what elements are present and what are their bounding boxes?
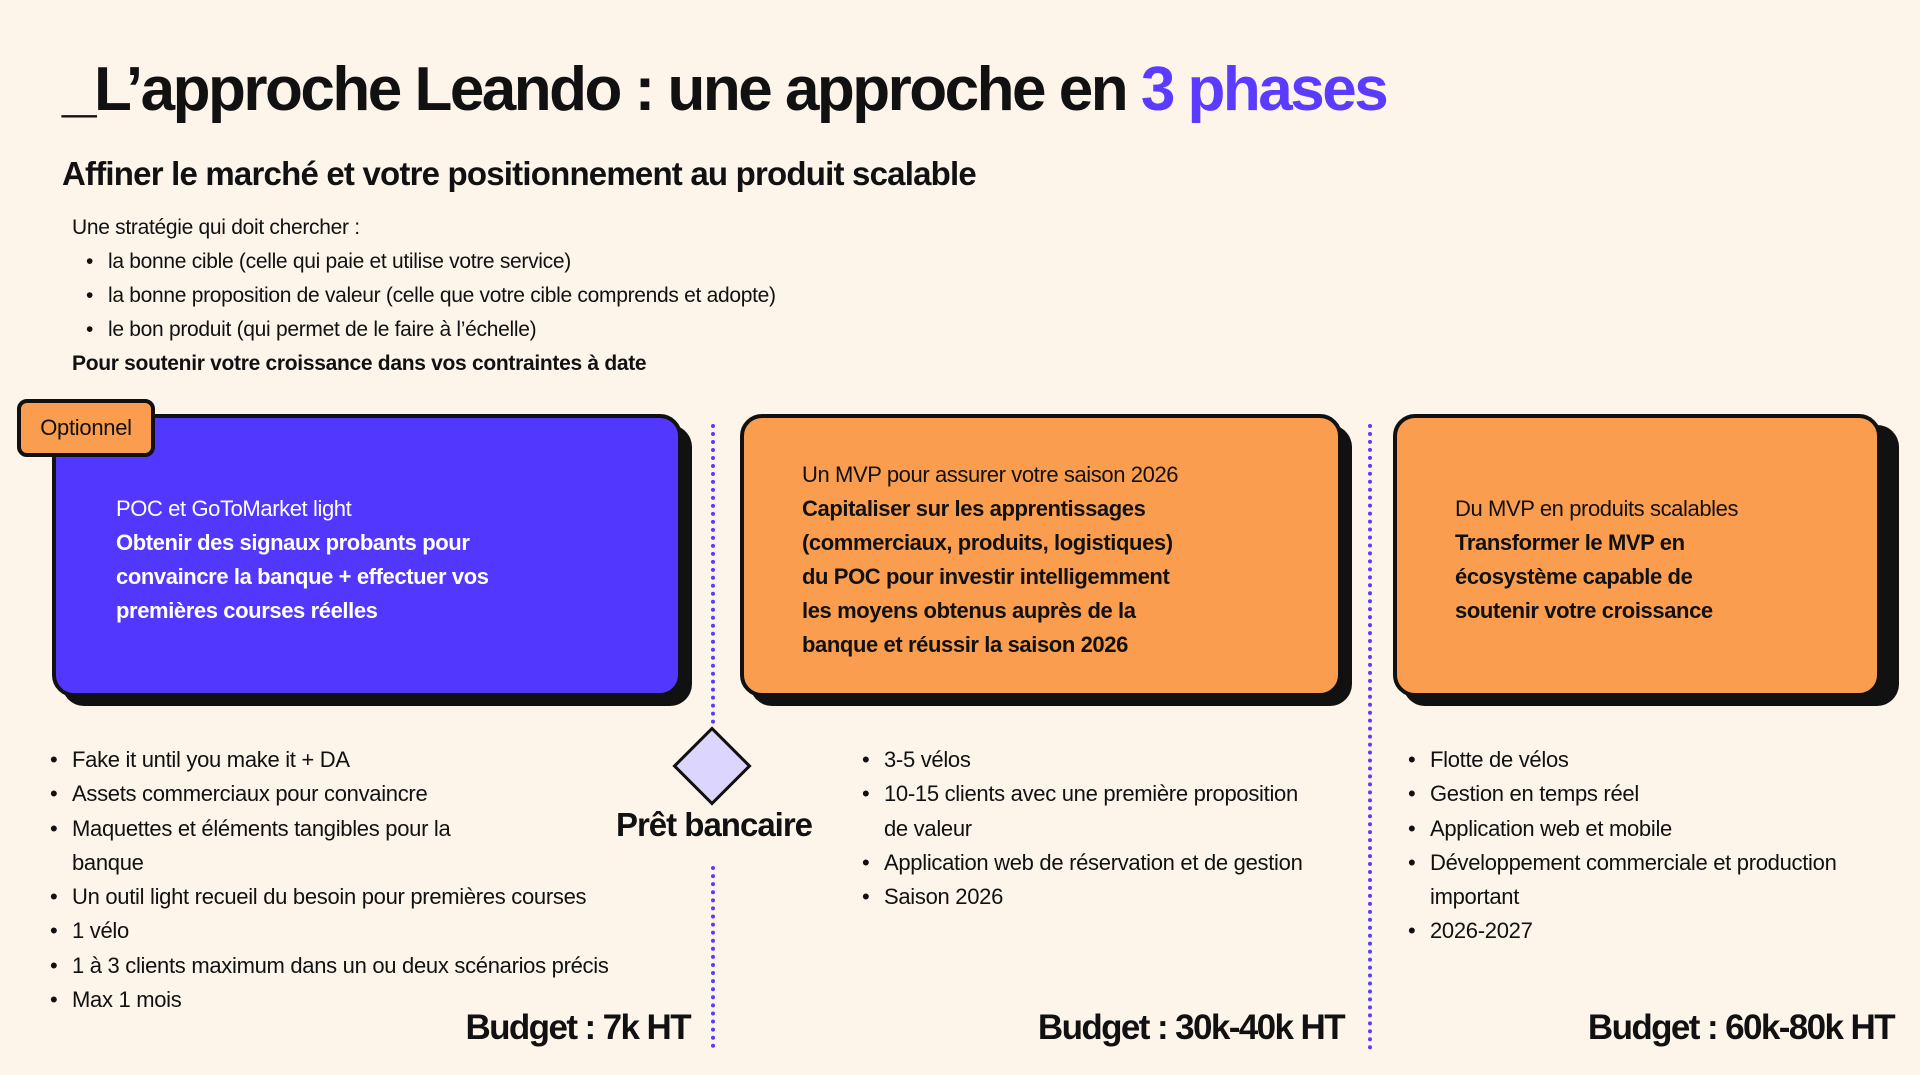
phase-2-lead: Un MVP pour assurer votre saison 2026 [802, 462, 1179, 487]
phase-1-list [50, 743, 700, 1017]
phase-2-headline-line: Capitaliser sur les apprentissages [802, 496, 1146, 521]
phase-2-headline-line: les moyens obtenus auprès de la [802, 598, 1136, 623]
optional-badge: Optionnel [17, 399, 155, 457]
intro-item: • le bon produit (qui permet de le faire à l’échelle) [72, 313, 776, 347]
phase-3-headline-line: Transformer le MVP en [1455, 530, 1685, 555]
phase-1-headline-line: premières courses réelles [116, 598, 378, 623]
title-main: _L’approche Leando : une approche en [62, 55, 1141, 124]
phase-1-budget: Budget : 7k HT [465, 1008, 690, 1047]
page-title [62, 52, 1386, 128]
phase-1-headline-line: convaincre la banque + effectuer vos [116, 564, 489, 589]
phase-2-headline-line: (commerciaux, produits, logistiques) [802, 530, 1173, 555]
list-item: • Max 1 mois [50, 983, 700, 1017]
list-item: • Un outil light recueil du besoin pour premières courses [50, 880, 700, 914]
list-item: • 2026-2027 [1408, 914, 1838, 948]
phase-3-headline-line: écosystème capable de [1455, 564, 1693, 589]
intro-item: • la bonne proposition de valeur (celle que votre cible comprends et adopte) [72, 279, 776, 313]
list-item: • Assets commerciaux pour convaincre [50, 777, 700, 811]
list-item: • Gestion en temps réel [1408, 777, 1838, 811]
phase-2-card-text [802, 458, 1312, 662]
list-item: • Application web et mobile [1408, 812, 1838, 846]
phase-3-card-text [1455, 492, 1865, 628]
intro-list [72, 245, 776, 347]
phase-2-budget: Budget : 30k-40k HT [1037, 1008, 1344, 1047]
title-accent: 3 phases [1140, 55, 1387, 124]
phase-1-card-text [116, 492, 636, 628]
list-item: • 1 vélo [50, 914, 700, 948]
milestone-label: Prêt bancaire [615, 806, 813, 843]
phase-3-headline-line: soutenir votre croissance [1455, 598, 1713, 623]
phase-3-lead: Du MVP en produits scalables [1455, 496, 1739, 521]
list-item: • Développement commerciale et production important [1408, 846, 1838, 915]
phase-divider [711, 866, 715, 1048]
phase-3-card [1393, 414, 1881, 697]
intro-block [72, 211, 776, 381]
phase-2-card [740, 414, 1342, 697]
phase-divider [711, 424, 715, 724]
phase-2-headline-line: banque et réussir la saison 2026 [802, 632, 1128, 657]
phase-3-list [1408, 743, 1838, 949]
page-subtitle: Affiner le marché et votre positionnement au produit scalable [62, 155, 976, 192]
intro-lead: Une stratégie qui doit chercher : [72, 216, 360, 239]
phase-2-headline-line: du POC pour investir intelligemment [802, 564, 1170, 589]
phase-1-lead: POC et GoToMarket light [116, 496, 352, 521]
intro-item: • la bonne cible (celle qui paie et utilise votre service) [72, 245, 776, 279]
list-item: • 3-5 vélos [862, 743, 1322, 777]
phase-1-headline-line: Obtenir des signaux probants pour [116, 530, 470, 555]
phase-2-list [862, 743, 1322, 914]
list-item: • Flotte de vélos [1408, 743, 1838, 777]
phase-3-budget: Budget : 60k-80k HT [1587, 1008, 1894, 1047]
list-item: • Maquettes et éléments tangibles pour la banque [50, 812, 512, 881]
list-item: • Application web de réservation et de gestion [862, 846, 1322, 880]
phase-divider [1368, 424, 1372, 1050]
intro-conclusion: Pour soutenir votre croissance dans vos contraintes à date [72, 352, 647, 375]
list-item: • Fake it until you make it + DA [50, 743, 700, 777]
list-item: • Saison 2026 [862, 880, 1322, 914]
list-item: • 1 à 3 clients maximum dans un ou deux scénarios précis [50, 949, 672, 983]
list-item: • 10-15 clients avec une première proposition de valeur [862, 777, 1322, 846]
